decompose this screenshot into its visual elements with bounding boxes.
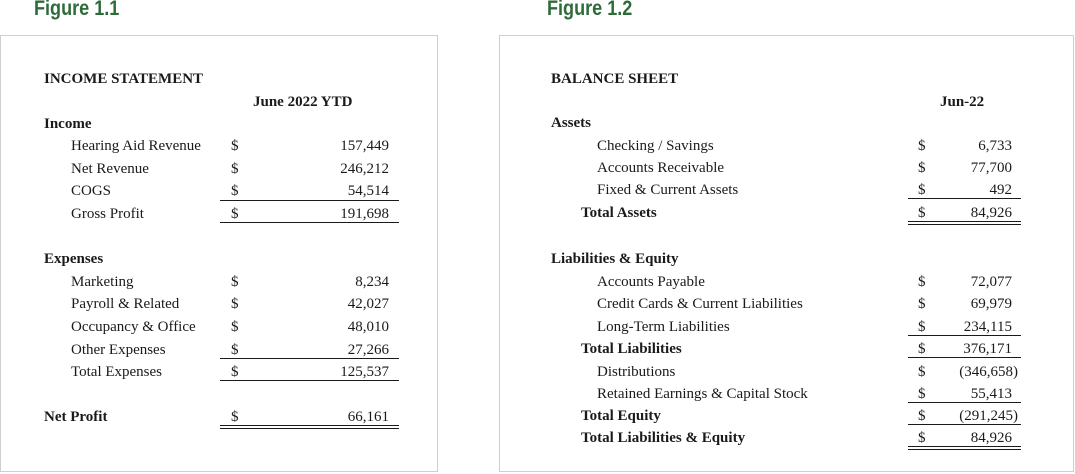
figure-2-label: Figure 1.2 bbox=[547, 0, 633, 20]
expense-row-label: Payroll & Related bbox=[71, 296, 180, 312]
total-expenses-currency: $ bbox=[231, 364, 239, 380]
expense-row-currency: $ bbox=[231, 296, 239, 312]
gross-profit-label: Gross Profit bbox=[71, 206, 144, 222]
grand-total-rule bbox=[220, 425, 399, 429]
income-row-currency: $ bbox=[231, 138, 239, 154]
total-rule bbox=[908, 357, 1021, 358]
subtotal-rule bbox=[908, 198, 1021, 199]
asset-row-label: Fixed & Current Assets bbox=[597, 182, 739, 198]
liability-row-currency: $ bbox=[918, 296, 926, 312]
liability-row-value: 69,979 bbox=[970, 296, 1012, 312]
total-equity-label: Total Equity bbox=[581, 408, 661, 424]
asset-row-value: 492 bbox=[989, 182, 1012, 198]
expense-row-label: Other Expenses bbox=[71, 342, 166, 358]
income-row-value: 157,449 bbox=[340, 138, 389, 154]
subtotal-rule bbox=[220, 358, 399, 359]
balance-sheet-title: BALANCE SHEET bbox=[551, 71, 679, 87]
total-rule bbox=[908, 424, 1021, 425]
total-liabilities-equity-currency: $ bbox=[918, 430, 926, 446]
income-section-header: Income bbox=[44, 116, 92, 132]
net-profit-value: 66,161 bbox=[347, 409, 389, 425]
equity-row-value: 55,413 bbox=[970, 386, 1012, 402]
subtotal-rule bbox=[908, 335, 1021, 336]
total-liabilities-label: Total Liabilities bbox=[581, 341, 682, 357]
gross-profit-value: 191,698 bbox=[340, 206, 389, 222]
gross-profit-currency: $ bbox=[231, 206, 239, 222]
equity-row-label: Retained Earnings & Capital Stock bbox=[597, 386, 808, 402]
liability-row-label: Accounts Payable bbox=[597, 274, 705, 290]
total-expenses-value: 125,537 bbox=[340, 364, 389, 380]
assets-section-header: Assets bbox=[551, 115, 591, 131]
equity-row-label: Distributions bbox=[597, 364, 676, 380]
expense-row-currency: $ bbox=[231, 342, 239, 358]
balance-period-header: Jun-22 bbox=[940, 94, 985, 110]
figure-1-label: Figure 1.1 bbox=[34, 0, 120, 20]
income-row-label: Hearing Aid Revenue bbox=[71, 138, 201, 154]
income-row-value: 246,212 bbox=[340, 161, 389, 177]
subtotal-rule bbox=[220, 200, 399, 201]
expense-row-value: 48,010 bbox=[347, 319, 389, 335]
income-statement-title: INCOME STATEMENT bbox=[44, 71, 204, 87]
total-liabilities-equity-value: 84,926 bbox=[970, 430, 1012, 446]
expense-row-value: 42,027 bbox=[347, 296, 389, 312]
asset-row-currency: $ bbox=[918, 138, 926, 154]
income-row-label: COGS bbox=[71, 183, 112, 199]
expense-row-value: 8,234 bbox=[355, 274, 389, 290]
subtotal-rule bbox=[908, 402, 1021, 403]
grand-total-rule bbox=[908, 446, 1021, 450]
expense-row-label: Marketing bbox=[71, 274, 134, 290]
income-statement-panel bbox=[0, 35, 438, 472]
equity-row-value: (346,658) bbox=[959, 364, 1018, 380]
total-assets-value: 84,926 bbox=[970, 205, 1012, 221]
total-rule bbox=[220, 380, 399, 381]
expense-row-label: Occupancy & Office bbox=[71, 319, 196, 335]
expenses-section-header: Expenses bbox=[44, 251, 104, 267]
total-liabilities-equity-label: Total Liabilities & Equity bbox=[581, 430, 746, 446]
expense-row-value: 27,266 bbox=[347, 342, 389, 358]
liability-row-value: 234,115 bbox=[963, 319, 1012, 335]
total-equity-value: (291,245) bbox=[959, 408, 1018, 424]
total-liabilities-value: 376,171 bbox=[963, 341, 1012, 357]
total-assets-currency: $ bbox=[918, 205, 926, 221]
liability-row-label: Credit Cards & Current Liabilities bbox=[597, 296, 803, 312]
liabilities-section-header: Liabilities & Equity bbox=[551, 251, 679, 267]
equity-row-currency: $ bbox=[918, 364, 926, 380]
asset-row-value: 6,733 bbox=[978, 138, 1012, 154]
total-equity-currency: $ bbox=[918, 408, 926, 424]
income-row-label: Net Revenue bbox=[71, 161, 149, 177]
total-liabilities-currency: $ bbox=[918, 341, 926, 357]
asset-row-value: 77,700 bbox=[970, 160, 1012, 176]
total-expenses-label: Total Expenses bbox=[71, 364, 163, 380]
total-assets-label: Total Assets bbox=[581, 205, 657, 221]
asset-row-label: Checking / Savings bbox=[597, 138, 714, 154]
liability-row-currency: $ bbox=[918, 274, 926, 290]
net-profit-currency: $ bbox=[231, 409, 239, 425]
expense-row-currency: $ bbox=[231, 274, 239, 290]
expense-row-currency: $ bbox=[231, 319, 239, 335]
grand-total-rule bbox=[908, 221, 1021, 225]
income-period-header: June 2022 YTD bbox=[253, 94, 353, 110]
total-rule bbox=[220, 222, 399, 223]
liability-row-currency: $ bbox=[918, 319, 926, 335]
net-profit-label: Net Profit bbox=[44, 409, 108, 425]
income-row-value: 54,514 bbox=[347, 183, 389, 199]
equity-row-currency: $ bbox=[918, 386, 926, 402]
liability-row-label: Long-Term Liabilities bbox=[597, 319, 730, 335]
balance-sheet-panel bbox=[499, 35, 1074, 472]
asset-row-currency: $ bbox=[918, 160, 926, 176]
income-row-currency: $ bbox=[231, 183, 239, 199]
liability-row-value: 72,077 bbox=[970, 274, 1012, 290]
income-row-currency: $ bbox=[231, 161, 239, 177]
asset-row-currency: $ bbox=[918, 182, 926, 198]
asset-row-label: Accounts Receivable bbox=[597, 160, 725, 176]
